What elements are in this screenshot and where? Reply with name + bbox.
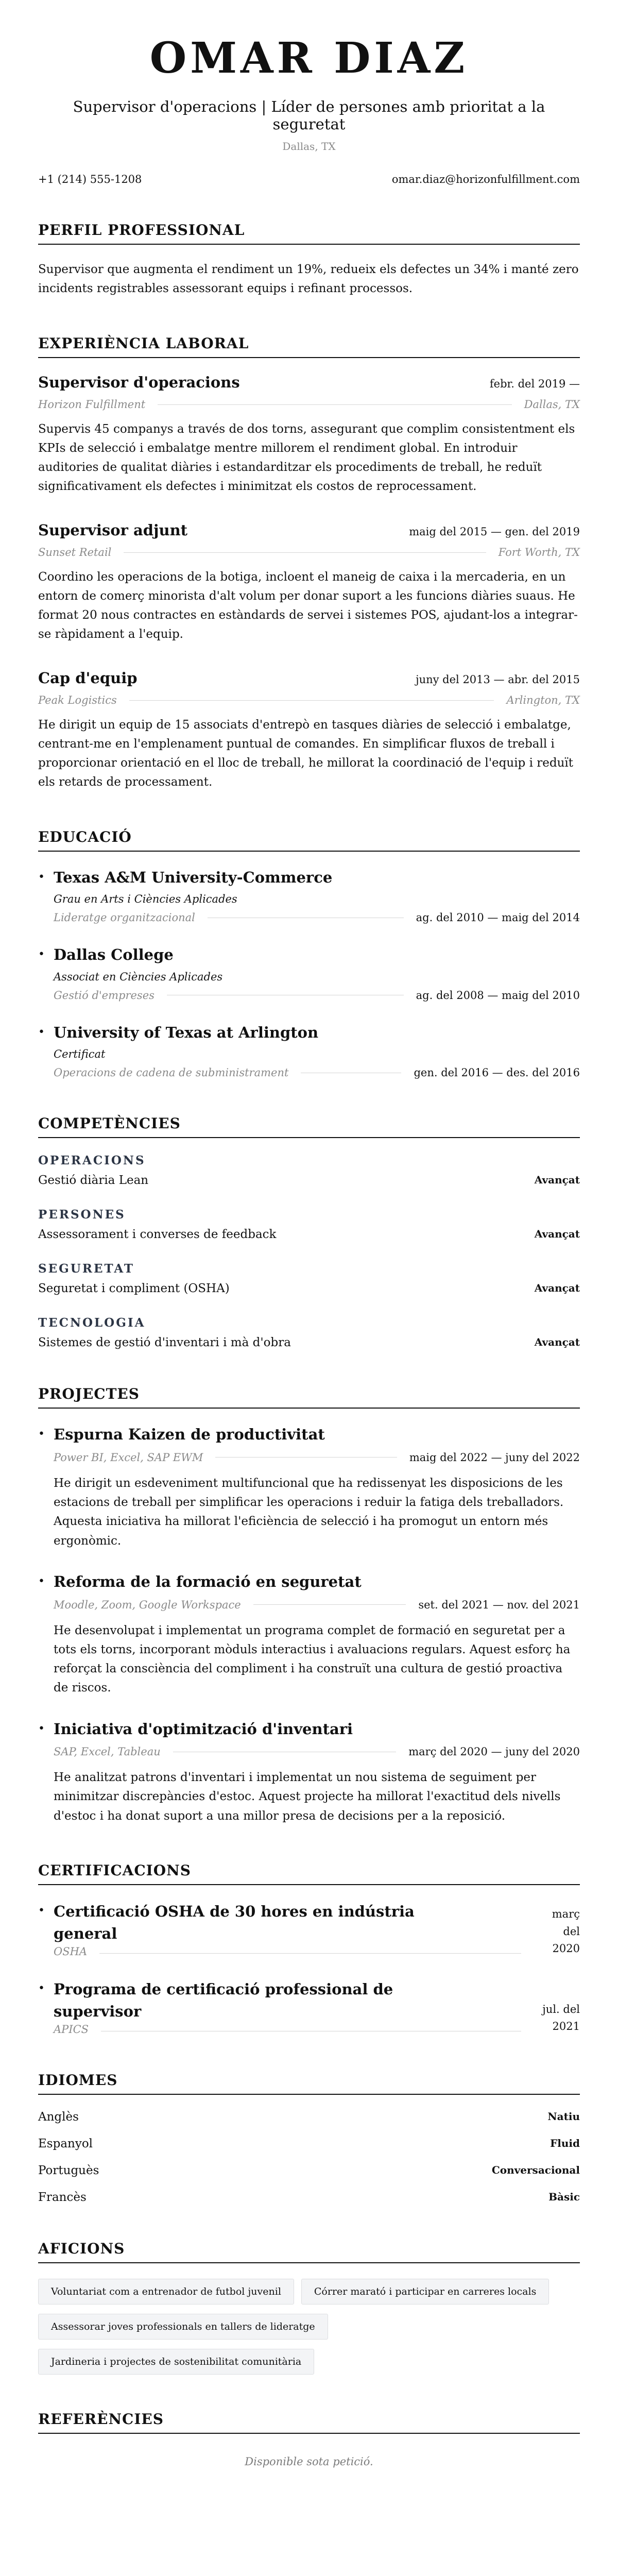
project-name: Iniciativa d'optimització d'inventari (54, 1720, 353, 1738)
language-entry (38, 2137, 580, 2150)
language-name: Espanyol (38, 2137, 93, 2150)
language-level: Conversacional (491, 2163, 580, 2176)
section-title: AFICIONS (38, 2240, 580, 2263)
job-entry (38, 374, 580, 497)
bullet-icon: • (38, 1428, 45, 1441)
hobby-tag: Voluntariat com a entrenador de futbol juvenil (38, 2279, 294, 2304)
school-name: Dallas College (54, 946, 174, 964)
project-description: He dirigit un esdeveniment multifuncional que ha redissenyat les disposicions de les estacions de treball per simplificar les operacions i reduir la fatiga dels treballadors. Aquesta iniciativa ha millorat l'eficiència de selecció i ha promogut un entorn més ergonòmic. (54, 1476, 564, 1548)
language-name: Portuguès (38, 2163, 99, 2177)
study-field: Lideratge organitzacional (54, 911, 195, 924)
skill-category: OPERACIONS (38, 1154, 146, 1168)
certification-issuer: APICS (54, 2023, 89, 2036)
hobbies-section (38, 2240, 580, 2375)
profile-section (38, 222, 580, 299)
project-tools: SAP, Excel, Tableau (54, 1745, 161, 1758)
divider (253, 1604, 406, 1605)
job-entry (38, 521, 580, 645)
job-dates: febr. del 2019 — (489, 377, 580, 390)
education-dates: ag. del 2010 — maig del 2014 (416, 911, 580, 924)
section-title: PERFIL PROFESSIONAL (38, 222, 580, 245)
school-name: University of Texas at Arlington (54, 1023, 319, 1041)
skills-section (38, 1115, 580, 1349)
skill-category: SEGURETAT (38, 1262, 135, 1276)
project-tools: Power BI, Excel, SAP EWM (54, 1451, 203, 1464)
skill-group (38, 1316, 580, 1349)
degree-name: Grau en Arts i Ciències Aplicades (54, 893, 237, 906)
job-company: Peak Logistics (38, 693, 117, 706)
certification-entry (38, 1978, 580, 2036)
candidate-name: OMAR DIAZ (149, 33, 469, 83)
certification-issuer: OSHA (54, 1945, 88, 1958)
job-location: Arlington, TX (506, 693, 580, 706)
skill-name: Sistemes de gestió d'inventari i mà d'obra (38, 1336, 291, 1350)
language-entry (38, 2110, 580, 2124)
hobby-tags (38, 2279, 580, 2375)
degree-name: Certificat (54, 1048, 106, 1061)
references-note: Disponible sota petició. (245, 2455, 373, 2468)
bullet-icon: • (38, 1574, 45, 1588)
project-name: Espurna Kaizen de productivitat (54, 1426, 325, 1444)
email-address: omar.diaz@horizonfulfillment.com (391, 173, 580, 186)
phone-number: +1 (214) 555-1208 (38, 173, 142, 186)
certification-entry (38, 1901, 580, 1958)
divider (158, 404, 511, 405)
job-dates: maig del 2015 — gen. del 2019 (409, 525, 580, 538)
divider (99, 1953, 521, 1954)
bullet-icon: • (38, 870, 45, 884)
language-entry (38, 2191, 580, 2204)
job-dates: juny del 2013 — abr. del 2015 (416, 673, 580, 686)
education-dates: ag. del 2008 — maig del 2010 (416, 989, 580, 1002)
skill-name: Gestió diària Lean (38, 1174, 149, 1188)
skill-group (38, 1208, 580, 1241)
bullet-icon: • (38, 1904, 45, 1917)
skill-level: Avançat (534, 1282, 580, 1295)
skill-name: Seguretat i compliment (OSHA) (38, 1282, 230, 1296)
job-location: Dallas, TX (524, 398, 580, 411)
certification-date: jul. del 2021 (542, 2003, 580, 2033)
section-title: IDIOMES (38, 2072, 580, 2095)
contact-row (38, 173, 580, 185)
project-dates: març del 2020 — juny del 2020 (408, 1745, 580, 1758)
job-role: Supervisor adjunt (38, 521, 188, 539)
project-entry (38, 1424, 580, 1551)
section-title: CERTIFICACIONS (38, 1862, 580, 1885)
education-dates: gen. del 2016 — des. del 2016 (414, 1066, 580, 1079)
bullet-icon: • (38, 948, 45, 961)
hobby-tag: Córrer marató i participar en carreres locals (301, 2279, 549, 2304)
candidate-headline: Supervisor d'operacions | Líder de persones amb prioritat a la seguretat (73, 98, 545, 133)
education-entry (38, 867, 580, 924)
divider (124, 552, 486, 553)
section-title: EXPERIÈNCIA LABORAL (38, 335, 580, 358)
divider (215, 1457, 397, 1458)
project-dates: set. del 2021 — nov. del 2021 (418, 1598, 580, 1611)
language-level: Bàsic (548, 2190, 580, 2203)
divider (129, 700, 494, 701)
certifications-section (38, 1862, 580, 2036)
job-description: Coordino les operacions de la botiga, incloent el maneig de caixa i la mercaderia, en un entorn de comerç minorista d'alt volum per donar suport a les funcions diàries suaus. He format 20 nous contractes en estàndards de servei i sistemes POS, ajudant-los a integrar-se ràpidament a l'equip. (38, 570, 578, 641)
project-entry (38, 1571, 580, 1698)
degree-name: Associat en Ciències Aplicades (54, 970, 223, 983)
language-name: Francès (38, 2190, 87, 2204)
job-company: Sunset Retail (38, 546, 112, 558)
school-name: Texas A&M University-Commerce (54, 868, 333, 886)
skill-level: Avançat (534, 1336, 580, 1349)
language-entry (38, 2164, 580, 2177)
job-role: Supervisor d'operacions (38, 373, 240, 391)
skill-level: Avançat (534, 1174, 580, 1187)
skill-group (38, 1262, 580, 1295)
study-field: Gestió d'empreses (54, 989, 154, 1002)
section-title: COMPETÈNCIES (38, 1115, 580, 1138)
project-description: He desenvolupat i implementat un programa complet de formació en seguretat per a tots els torns, incorporant mòduls interactius i avaluacions regulars. Aquest esforç ha reforçat la consciència del compliment i ha construït una cultura de gestió proactiva de riscos. (54, 1623, 571, 1695)
section-title: EDUCACIÓ (38, 828, 580, 852)
profile-summary: Supervisor que augmenta el rendiment un 19%, redueix els defectes un 34% i manté zero incidents registrables assessorant equips i refinant processos. (38, 263, 579, 296)
education-entry (38, 1022, 580, 1079)
skill-name: Assessorament i converses de feedback (38, 1228, 277, 1242)
skill-category: PERSONES (38, 1208, 126, 1222)
education-section (38, 828, 580, 1079)
education-entry (38, 944, 580, 1002)
hobby-tag: Assessorar joves professionals en tallers de lideratge (38, 2314, 328, 2340)
certification-date: març del 2020 (552, 1908, 580, 1955)
project-name: Reforma de la formació en seguretat (54, 1572, 362, 1590)
job-company: Horizon Fulfillment (38, 398, 146, 411)
experience-section (38, 335, 580, 792)
skill-level: Avançat (534, 1228, 580, 1241)
project-description: He analitzat patrons d'inventari i implementat un nou sistema de seguiment per minimitzar discrepàncies d'estoc. Aquest projecte ha millorat l'exactitud dels nivells d'estoc i ha donat suport a una millor presa de decisions per a la reposició. (54, 1771, 561, 1823)
job-role: Cap d'equip (38, 669, 138, 687)
bullet-icon: • (38, 1981, 45, 1995)
bullet-icon: • (38, 1025, 45, 1039)
languages-section (38, 2072, 580, 2204)
job-description: Supervis 45 companys a través de dos torns, assegurant que complim consistentment els KPIs de selecció i embalatge mentre millorem el rendiment global. En introduir auditories de qualitat diàries i estandarditzar els procediments de treball, he reduït significativament els defectes i minimitzat els costos de reprocessament. (38, 422, 575, 494)
references-section (38, 2411, 580, 2468)
resume-header (38, 33, 580, 153)
job-description: He dirigit un equip de 15 associats d'entrepò en tasques diàries de selecció i embalatge, centrant-me en l'emplenament puntual de comandes. En simplificar fluxos de treball i proporcionar orientació en el lloc de treball, he millorat la coordinació de l'equip i reduït els retards de processament. (38, 718, 573, 789)
candidate-location: Dallas, TX (282, 140, 336, 153)
language-name: Anglès (38, 2110, 79, 2124)
certification-name: Certificació OSHA de 30 hores en indústria general (54, 1902, 415, 1943)
skill-group (38, 1154, 580, 1187)
language-level: Fluid (550, 2137, 580, 2149)
section-title: PROJECTES (38, 1385, 580, 1409)
bullet-icon: • (38, 1722, 45, 1735)
project-tools: Moodle, Zoom, Google Workspace (54, 1598, 241, 1611)
project-dates: maig del 2022 — juny del 2022 (409, 1451, 580, 1464)
section-title: REFERÈNCIES (38, 2411, 580, 2434)
job-location: Fort Worth, TX (498, 546, 580, 558)
job-entry (38, 669, 580, 792)
study-field: Operacions de cadena de subministrament (54, 1066, 289, 1079)
project-entry (38, 1719, 580, 1826)
projects-section (38, 1385, 580, 1826)
language-level: Natiu (547, 2110, 580, 2123)
certification-name: Programa de certificació professional de supervisor (54, 1980, 393, 2021)
hobby-tag: Jardineria i projectes de sostenibilitat comunitària (38, 2349, 314, 2375)
skill-category: TECNOLOGIA (38, 1316, 146, 1330)
